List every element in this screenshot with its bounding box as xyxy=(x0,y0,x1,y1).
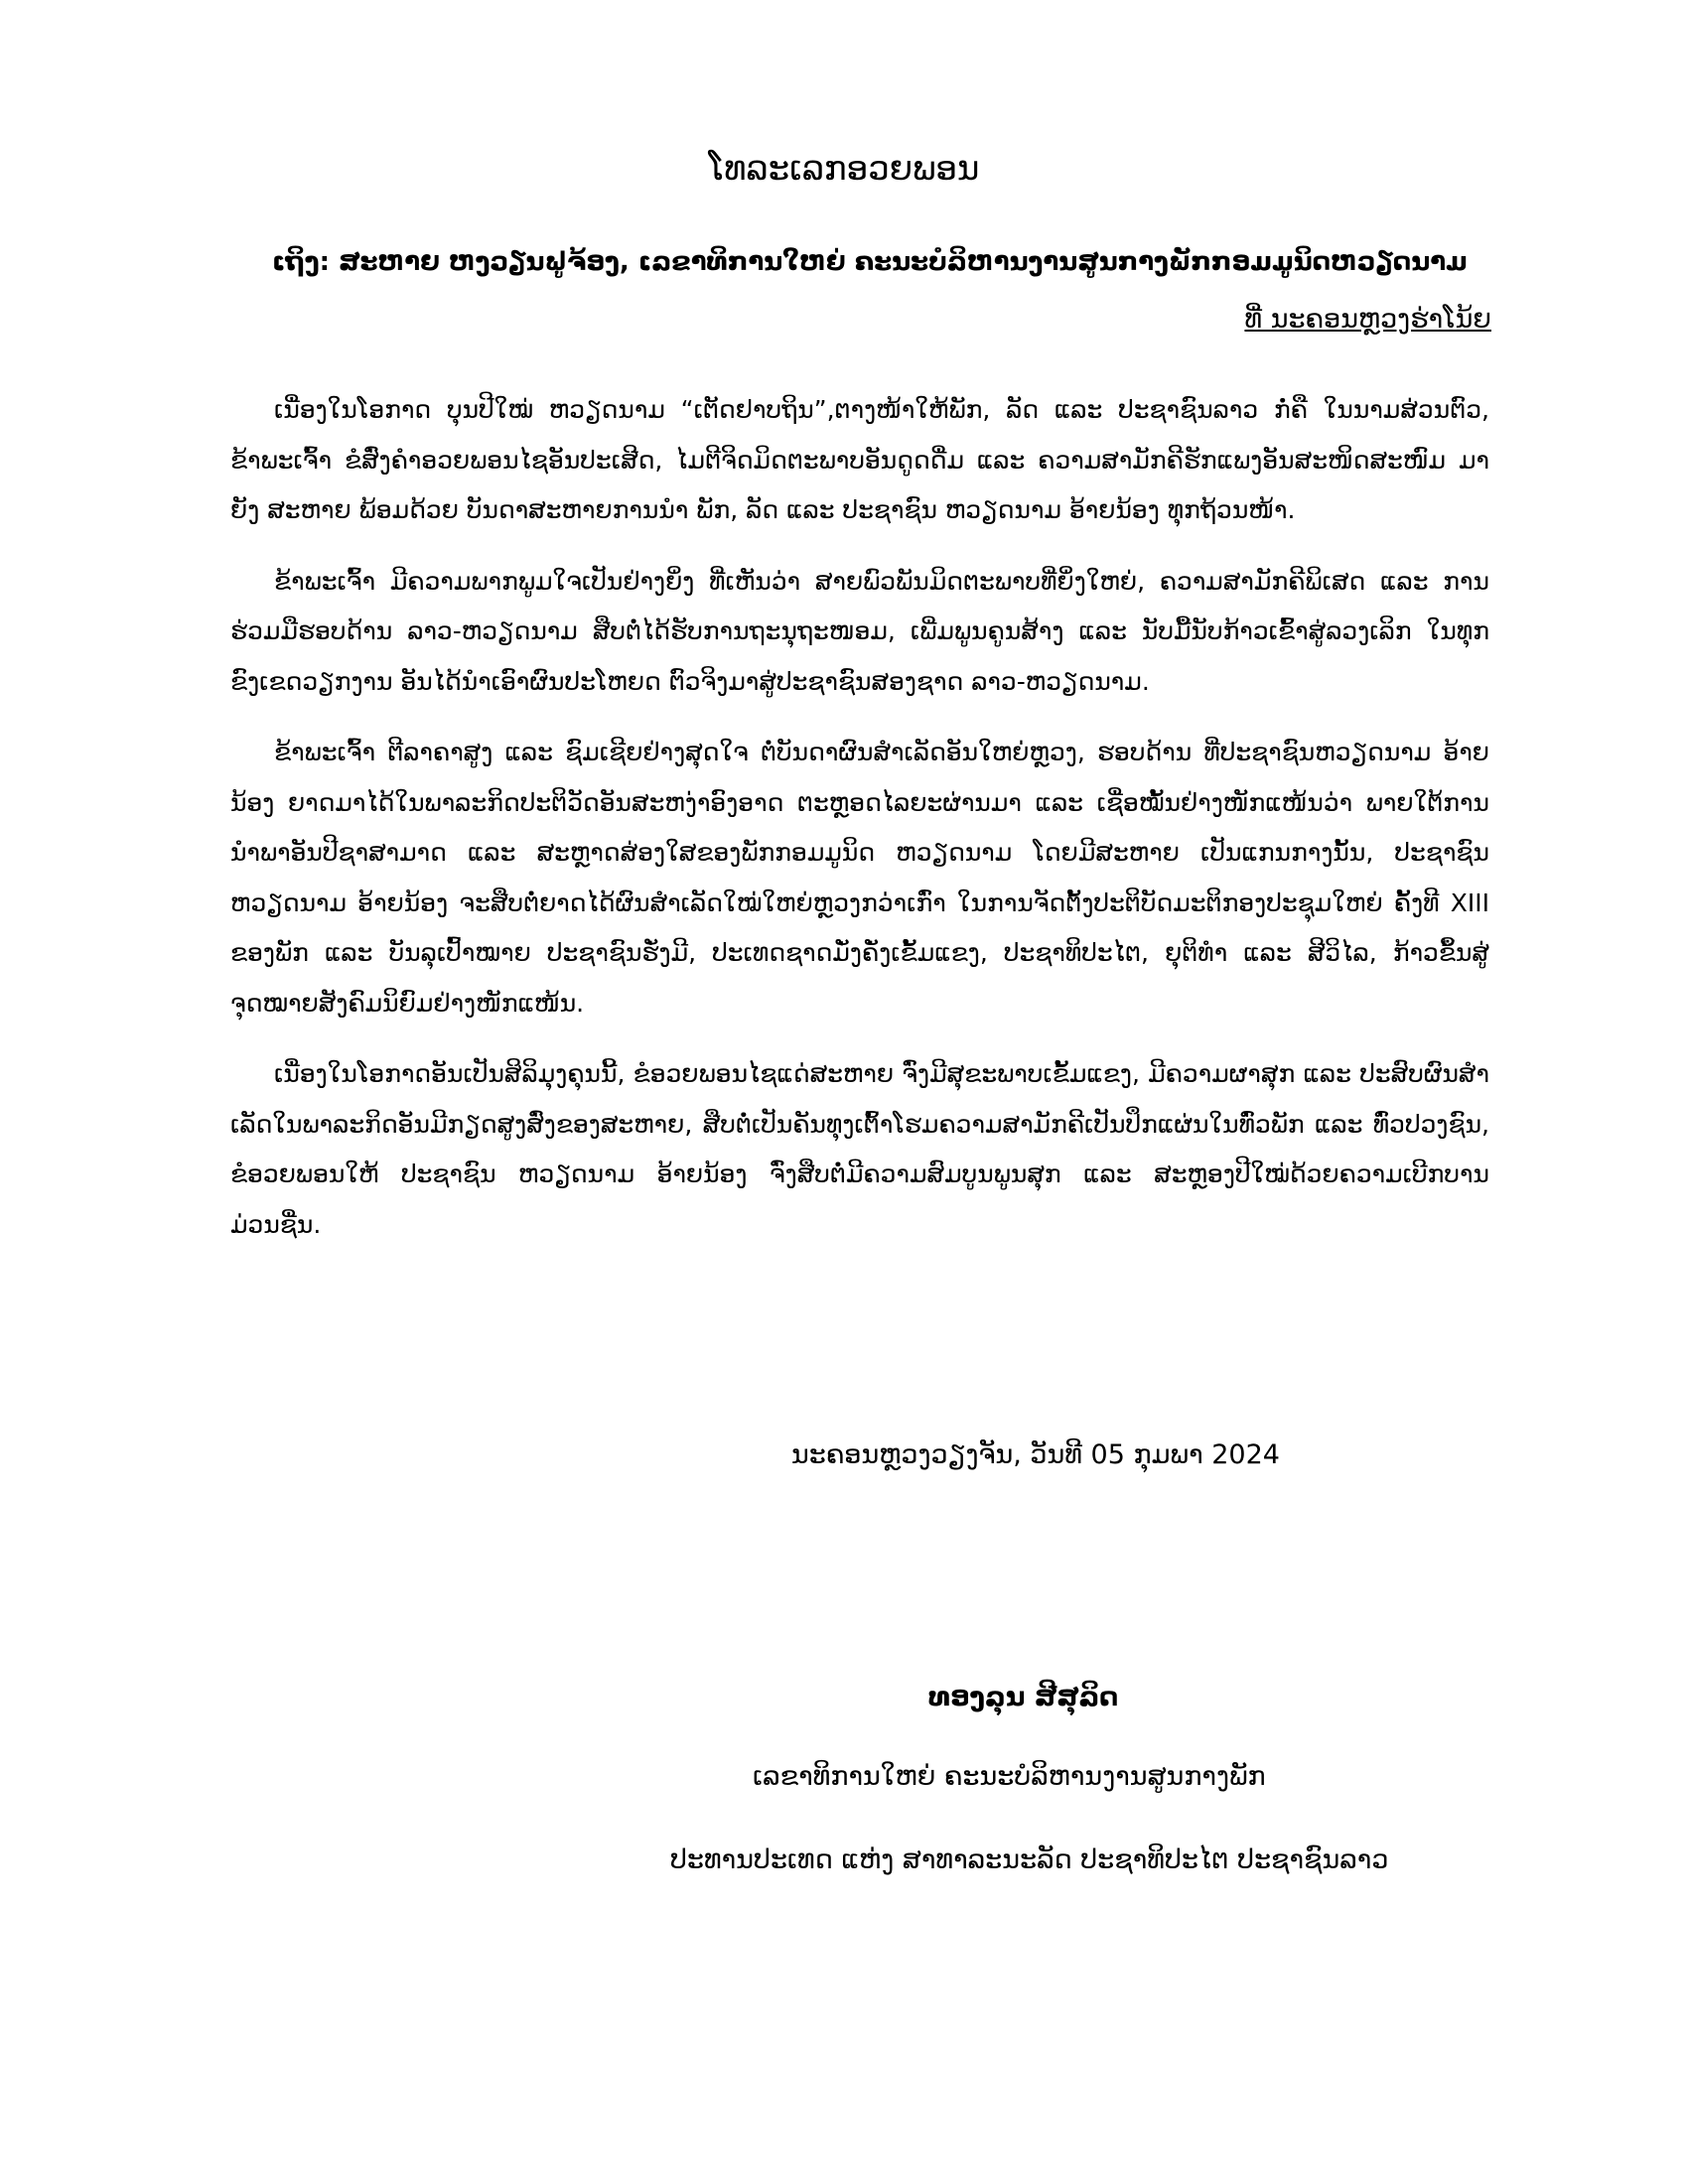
date-line: ນະຄອນຫຼວງວຽງຈັນ, ວັນທີ 05 ກຸມພາ 2024 xyxy=(791,1439,1280,1470)
recipient-location: ທີ່ ນະຄອນຫຼວງຮ່າໂນ້ຍ xyxy=(1244,304,1491,335)
body-paragraph: ຂ້າພະເຈົ້າ ມີຄວາມພາກພູມໃຈເປັນຢ່າງຍິ່ງ ທີ່ເຫັນວ່າ ສາຍພົວພັນມິດຕະພາບທີ່ຍິ່ງໃຫຍ່, ຄວາມສາມັກຄີພິເສດ ແລະ ການຮ່ວມມືຮອບດ້ານ ລາວ-ຫວຽດນາມ ສືບຕໍ່ໄດ້ຮັບການຖະນຸຖະໜອມ, ເພີ່ມພູນຄູນສ້າງ ແລະ ນັບມື້ນັບກ້າວເຂົ້າສູ່ລວງເລິກ ໃນທຸກຂົງເຂດວຽກງານ ອັນໄດ້ນໍາເອົາຜົນປະໂຫຍດ ຕົວຈິງມາສູ່ປະຊາຊົນສອງຊາດ ລາວ-ຫວຽດນາມ. xyxy=(230,566,1489,696)
body-paragraph: ເນື່ອງໃນໂອກາດອັນເປັນສິລິມຸງຄຸນນີ້, ຂໍອວຍພອນໄຊແດ່ສະຫາຍ ຈົ່ງມີສຸຂະພາບເຂັ້ມແຂງ, ມີຄວາມຜາສຸກ ແລະ ປະສົບຜົນສໍາເລັດໃນພາລະກິດອັນມີກຽດສູງສົ່ງຂອງສະຫາຍ, ສືບຕໍ່ເປັນຄັນທຸງເຕົ້າໂຮມຄວາມສາມັກຄີເປັນປຶກແຜ່ນໃນທົ່ວພັກ ແລະ ທົ່ວປວງຊົນ, ຂໍອວຍພອນໃຫ້ ປະຊາຊົນ ຫວຽດນາມ ອ້າຍນ້ອງ ຈົ່ງສືບຕໍ່ມີຄວາມສົມບູນພູນສຸກ ແລະ ສະຫຼອງປີໃໝ່ດ້ວຍຄວາມເບີກບານມ່ວນຊື່ນ. xyxy=(230,1059,1489,1239)
body-paragraph: ເນື່ອງໃນໂອກາດ ບຸນປີໃໝ່ ຫວຽດນາມ “ເຕັດຢາບຖິນ”,ຕາງໜ້າໃຫ້ພັກ, ລັດ ແລະ ປະຊາຊົນລາວ ກໍ່ຄື ໃນນາມສ່ວນຕົວ, ຂ້າພະເຈົ້າ ຂໍສົ່ງຄໍາອວຍພອນໄຊອັນປະເສີດ, ໄມຕີຈິດມິດຕະພາບອັນດູດດື່ມ ແລະ ຄວາມສາມັກຄີຮັກແພງອັນສະໜິດສະໜົມ ມາຍັງ ສະຫາຍ ພ້ອມດ້ວຍ ບັນດາສະຫາຍການນໍາ ພັກ, ລັດ ແລະ ປະຊາຊົນ ຫວຽດນາມ ອ້າຍນ້ອງ ທຸກຖ້ວນໜ້າ. xyxy=(230,395,1489,524)
body-paragraph: ຂ້າພະເຈົ້າ ຕີລາຄາສູງ ແລະ ຊົມເຊີຍຢ່າງສຸດໃຈ ຕໍ່ບັນດາຜົນສໍາເລັດອັນໃຫຍ່ຫຼວງ, ຮອບດ້ານ ທີ່ປະຊາຊົນຫວຽດນາມ ອ້າຍນ້ອງ ຍາດມາໄດ້ໃນພາລະກິດປະຕິວັດອັນສະຫງ່າອົງອາດ ຕະຫຼອດໄລຍະຜ່ານມາ ແລະ ເຊື່ອໝັ້ນຢ່າງໜັກແໜ້ນວ່າ ພາຍໃຕ້ການນໍາພາອັນປີຊາສາມາດ ແລະ ສະຫຼາດສ່ອງໃສຂອງພັກກອມມູນິດ ຫວຽດນາມ ໂດຍມີສະຫາຍ ເປັນແກນກາງນັ້ນ, ປະຊາຊົນ ຫວຽດນາມ ອ້າຍນ້ອງ ຈະສືບຕໍ່ຍາດໄດ້ຜົນສໍາເລັດໃໝ່ໃຫຍ່ຫຼວງກວ່າເກົ່າ ໃນການຈັດຕັ້ງປະຕິບັດມະຕິກອງປະຊຸມໃຫຍ່ ຄັ້ງທີ XIII ຂອງພັກ ແລະ ບັນລຸເປົ້າໝາຍ ປະຊາຊົນຮັ່ງມີ, ປະເທດຊາດມັ່ງຄັ່ງເຂັ້ມແຂງ, ປະຊາທິປະໄຕ, ຍຸຕິທໍາ ແລະ ສີວິໄລ, ກ້າວຂຶ້ນສູ່ຈຸດໝາຍສັງຄົມນິຍົມຢ່າງໜັກແໜ້ນ. xyxy=(230,738,1489,1018)
signatory-name: ທອງລຸນ ສີສຸລິດ xyxy=(928,1682,1119,1712)
signatory-title-state: ປະທານປະເທດ ແຫ່ງ ສາທາລະນະລັດ ປະຊາທິປະໄຕ ປະຊາຊົນລາວ xyxy=(670,1844,1389,1875)
signatory-title-party: ເລຂາທິການໃຫຍ່ ຄະນະບໍລິຫານງານສູນກາງພັກ xyxy=(753,1761,1266,1792)
letter-body xyxy=(230,385,1489,1271)
letter-title: ໂທລະເລກອວຍພອນ xyxy=(708,149,980,189)
recipient-line: ເຖິງ: ສະຫາຍ ຫງວຽນຟູຈ້ອງ, ເລຂາທິການໃຫຍ່ ຄະນະບໍລິຫານງານສູນກາງພັກກອມມູນິດຫວຽດນາມ xyxy=(272,247,1468,277)
